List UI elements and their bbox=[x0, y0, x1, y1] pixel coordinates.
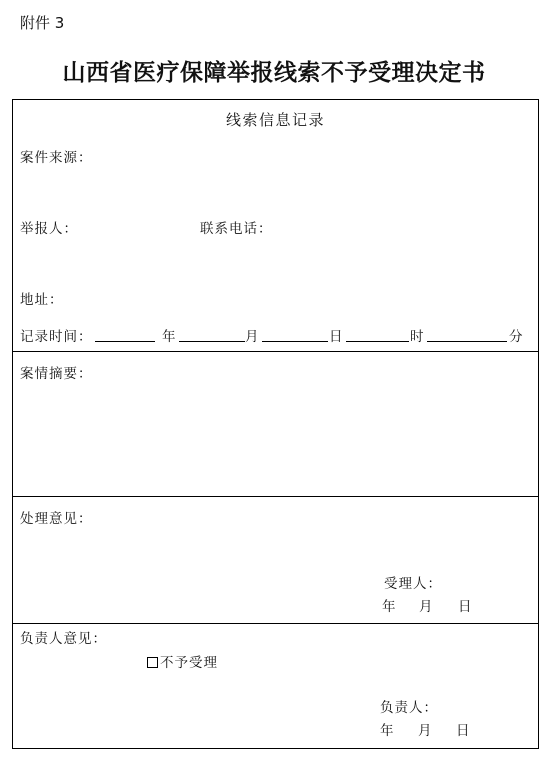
record-time-month-blank[interactable] bbox=[179, 341, 245, 342]
decision-form-table bbox=[12, 99, 539, 749]
handling-date-month: 月 bbox=[419, 599, 434, 615]
checkbox-icon[interactable] bbox=[147, 657, 158, 668]
record-time-day-unit: 日 bbox=[329, 329, 344, 345]
clue-section-title: 线索信息记录 bbox=[225, 111, 325, 129]
record-time-year-unit: 年 bbox=[162, 329, 177, 345]
acceptor-label: 受理人： bbox=[384, 576, 442, 592]
reject-option[interactable] bbox=[147, 651, 218, 671]
handling-date-day: 日 bbox=[458, 599, 473, 615]
handling-opinion-label: 处理意见： bbox=[20, 511, 93, 527]
case-summary-label: 案情摘要： bbox=[20, 366, 93, 382]
responsible-date-month: 月 bbox=[418, 723, 433, 739]
record-time-day-blank[interactable] bbox=[262, 341, 328, 342]
document-title: 山西省医疗保障举报线索不予受理决定书 bbox=[62, 59, 486, 86]
reject-option-label: 不予受理 bbox=[160, 655, 218, 671]
section-divider bbox=[13, 351, 538, 352]
responsible-date-day: 日 bbox=[456, 723, 471, 739]
record-time-hour-unit: 时 bbox=[410, 329, 425, 345]
record-time-hour-blank[interactable] bbox=[346, 341, 409, 342]
responsible-date-year: 年 bbox=[380, 723, 395, 739]
record-time-month-unit: 月 bbox=[245, 329, 260, 345]
record-time-minute-blank[interactable] bbox=[427, 341, 507, 342]
phone-label: 联系电话： bbox=[200, 221, 273, 237]
record-time-label: 记录时间： bbox=[20, 329, 93, 345]
reporter-label: 举报人： bbox=[20, 221, 78, 237]
record-time-year-blank[interactable] bbox=[95, 341, 155, 342]
attachment-label: 附件 3 bbox=[20, 14, 65, 32]
responsible-opinion-label: 负责人意见： bbox=[20, 631, 107, 647]
case-source-label: 案件来源： bbox=[20, 150, 93, 166]
responsible-person-label: 负责人： bbox=[380, 700, 438, 716]
handling-date-year: 年 bbox=[382, 599, 397, 615]
record-time-minute-unit: 分 bbox=[509, 329, 524, 345]
address-label: 地址： bbox=[20, 292, 64, 308]
section-divider bbox=[13, 496, 538, 497]
section-divider bbox=[13, 623, 538, 624]
